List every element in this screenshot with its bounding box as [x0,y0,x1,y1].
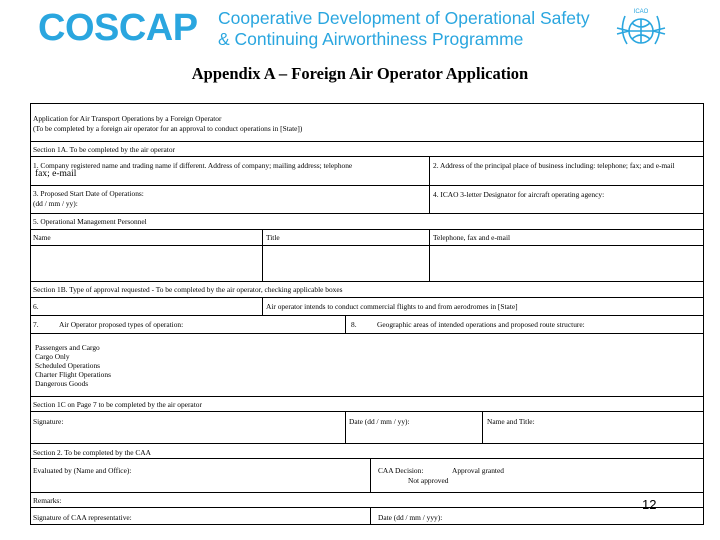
application-form [30,103,704,525]
remarks-field[interactable]: Remarks: [33,496,62,505]
form-divider [31,458,703,459]
form-divider [262,297,263,315]
caa-date-field[interactable]: Date (dd / mm / yyy): [378,513,443,522]
date-field[interactable]: Date (dd / mm / yy): [349,417,410,426]
caa-decision-label: CAA Decision: [378,466,424,475]
column-title: Title [266,233,280,242]
coscap-logo: COSCAP [38,7,198,49]
page-title: Appendix A – Foreign Air Operator Application [191,64,529,83]
not-approved-option[interactable]: Not approved [408,476,449,485]
form-divider [482,411,483,443]
option-passengers-cargo[interactable]: Passengers and Cargo [35,343,100,352]
approval-granted-option[interactable]: Approval granted [452,466,504,475]
start-date-format: (dd / mm / yy): [33,199,78,208]
form-divider [31,213,703,214]
company-name-field-cont: fax; e-mail [35,169,77,179]
form-divider [31,315,703,316]
option-dangerous-goods[interactable]: Dangerous Goods [35,379,89,388]
section-2-heading: Section 2. To be completed by the CAA [33,448,151,457]
company-name-field[interactable]: 1. Company registered name and trading name if different. Address of company; mailing address; telephone [33,161,353,170]
program-name [218,8,590,50]
name-title-field[interactable]: Name and Title: [487,417,535,426]
field-6-number: 6. [33,302,39,311]
form-divider [31,141,703,142]
form-divider [31,297,703,298]
principal-address-field[interactable]: 2. Address of the principal place of business including: telephone; fax; and e-mail [433,161,675,170]
form-divider [31,411,703,412]
form-divider [429,229,430,281]
geographic-areas-label: Geographic areas of intended operations and proposed route structure: [377,320,585,329]
commercial-flights-field[interactable]: Air operator intends to conduct commercial flights to and from aerodromes in [State] [266,302,518,311]
emblem-text: ICAO [633,9,649,15]
field-7-number: 7. [33,320,39,329]
operation-types-label: Air Operator proposed types of operation: [59,320,184,329]
page-number: 12 [642,497,657,512]
option-charter[interactable]: Charter Flight Operations [35,370,111,379]
section-1a-heading: Section 1A. To be completed by the air operator [33,145,175,154]
program-name-line2: & Continuing Airworthiness Programme [218,29,524,49]
section-1b-heading: Section 1B. Type of approval requested - To be completed by the air operator, checking applicable boxes [33,285,343,294]
form-divider [31,281,703,282]
form-divider [31,333,703,334]
form-divider [370,458,371,492]
option-scheduled[interactable]: Scheduled Operations [35,361,101,370]
icao-designator-field[interactable]: 4. ICAO 3-letter Designator for aircraft operating agency: [433,190,605,199]
form-divider [429,156,430,213]
form-divider [31,443,703,444]
start-date-field[interactable]: 3. Proposed Start Date of Operations: [33,189,144,198]
form-divider [345,411,346,443]
field-8-number: 8. [351,320,357,329]
form-divider [31,492,703,493]
form-divider [345,315,346,333]
form-divider [31,245,703,246]
caa-signature-field[interactable]: Signature of CAA representative: [33,513,132,522]
page-header [0,0,720,60]
section-1c-heading: Section 1C on Page 7 to be completed by the air operator [33,400,202,409]
intro-line-2: (To be completed by a foreign air operator for an approval to conduct operations in [State]) [33,124,303,133]
form-divider [31,229,703,230]
form-divider [31,396,703,397]
icao-emblem-icon [605,4,677,54]
column-name: Name [33,233,51,242]
form-divider [31,185,703,186]
form-divider [31,507,703,508]
form-divider [370,507,371,525]
signature-field[interactable]: Signature: [33,417,64,426]
form-divider [262,229,263,281]
program-name-line1: Cooperative Development of Operational Safety [218,8,590,28]
form-divider [31,156,703,157]
management-personnel-heading: 5. Operational Management Personnel [33,217,147,226]
evaluated-by-field[interactable]: Evaluated by (Name and Office): [33,466,132,475]
option-cargo-only[interactable]: Cargo Only [35,352,70,361]
intro-line-1: Application for Air Transport Operations by a Foreign Operator [33,114,222,123]
column-contact: Telephone, fax and e-mail [433,233,511,242]
